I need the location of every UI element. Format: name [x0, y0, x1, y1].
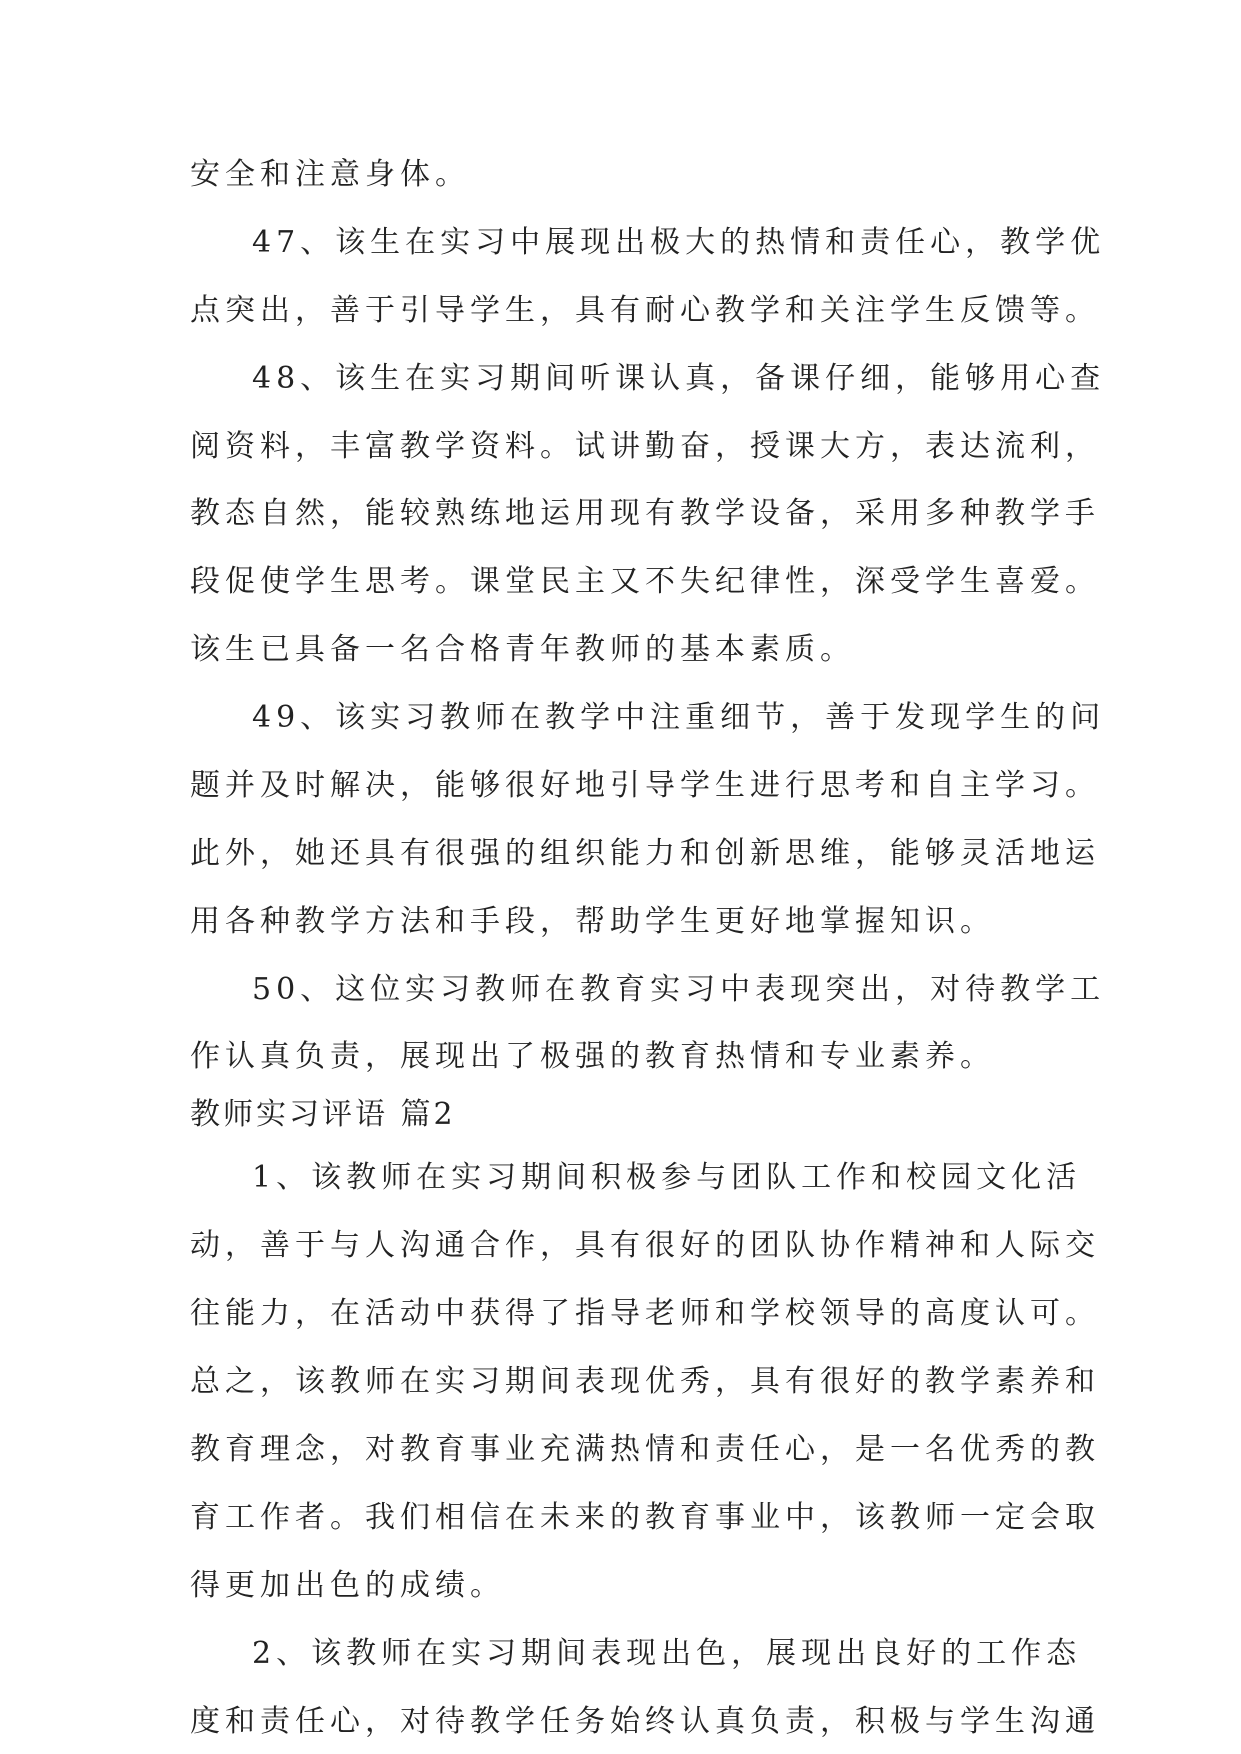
- paragraph-47-start: 47、该生在实习中展现出极大的热情和责任心，教学优: [252, 225, 1106, 260]
- text-line: 段促使学生思考。课堂民主又不失纪律性，深受学生喜爱。: [190, 564, 1100, 599]
- text-line: 教育理念，对教育事业充满热情和责任心，是一名优秀的教: [190, 1432, 1100, 1467]
- paragraph-48-start: 48、该生在实习期间听课认真，备课仔细，能够用心查: [252, 361, 1106, 396]
- text-line: 得更加出色的成绩。: [190, 1568, 505, 1603]
- paragraph-1-start: 1、该教师在实习期间积极参与团队工作和校园文化活: [252, 1160, 1082, 1195]
- text-line: 用各种教学方法和手段，帮助学生更好地掌握知识。: [190, 904, 995, 939]
- text-line: 育工作者。我们相信在未来的教育事业中，该教师一定会取: [190, 1500, 1100, 1535]
- text-line: 安全和注意身体。: [190, 157, 470, 192]
- text-line: 题并及时解决，能够很好地引导学生进行思考和自主学习。: [190, 768, 1100, 803]
- text-line: 该生已具备一名合格青年教师的基本素质。: [190, 632, 855, 667]
- text-line: 此外，她还具有很强的组织能力和创新思维，能够灵活地运: [190, 836, 1100, 871]
- paragraph-2-start: 2、该教师在实习期间表现出色，展现出良好的工作态: [252, 1636, 1082, 1671]
- text-line: 作认真负责，展现出了极强的教育热情和专业素养。: [190, 1039, 995, 1074]
- paragraph-50-start: 50、这位实习教师在教育实习中表现突出，对待教学工: [252, 972, 1106, 1007]
- paragraph-49-start: 49、该实习教师在教学中注重细节，善于发现学生的问: [252, 700, 1106, 735]
- text-line: 动，善于与人沟通合作，具有很好的团队协作精神和人际交: [190, 1228, 1100, 1263]
- text-line: 度和责任心，对待教学任务始终认真负责，积极与学生沟通: [190, 1704, 1100, 1739]
- section-heading: 教师实习评语 篇2: [190, 1097, 456, 1132]
- text-line: 总之，该教师在实习期间表现优秀，具有很好的教学素养和: [190, 1364, 1100, 1399]
- text-line: 点突出，善于引导学生，具有耐心教学和关注学生反馈等。: [190, 293, 1100, 328]
- text-line: 教态自然，能较熟练地运用现有教学设备，采用多种教学手: [190, 496, 1100, 531]
- text-line: 阅资料，丰富教学资料。试讲勤奋，授课大方，表达流利，: [190, 429, 1100, 464]
- text-line: 往能力，在活动中获得了指导老师和学校领导的高度认可。: [190, 1296, 1100, 1331]
